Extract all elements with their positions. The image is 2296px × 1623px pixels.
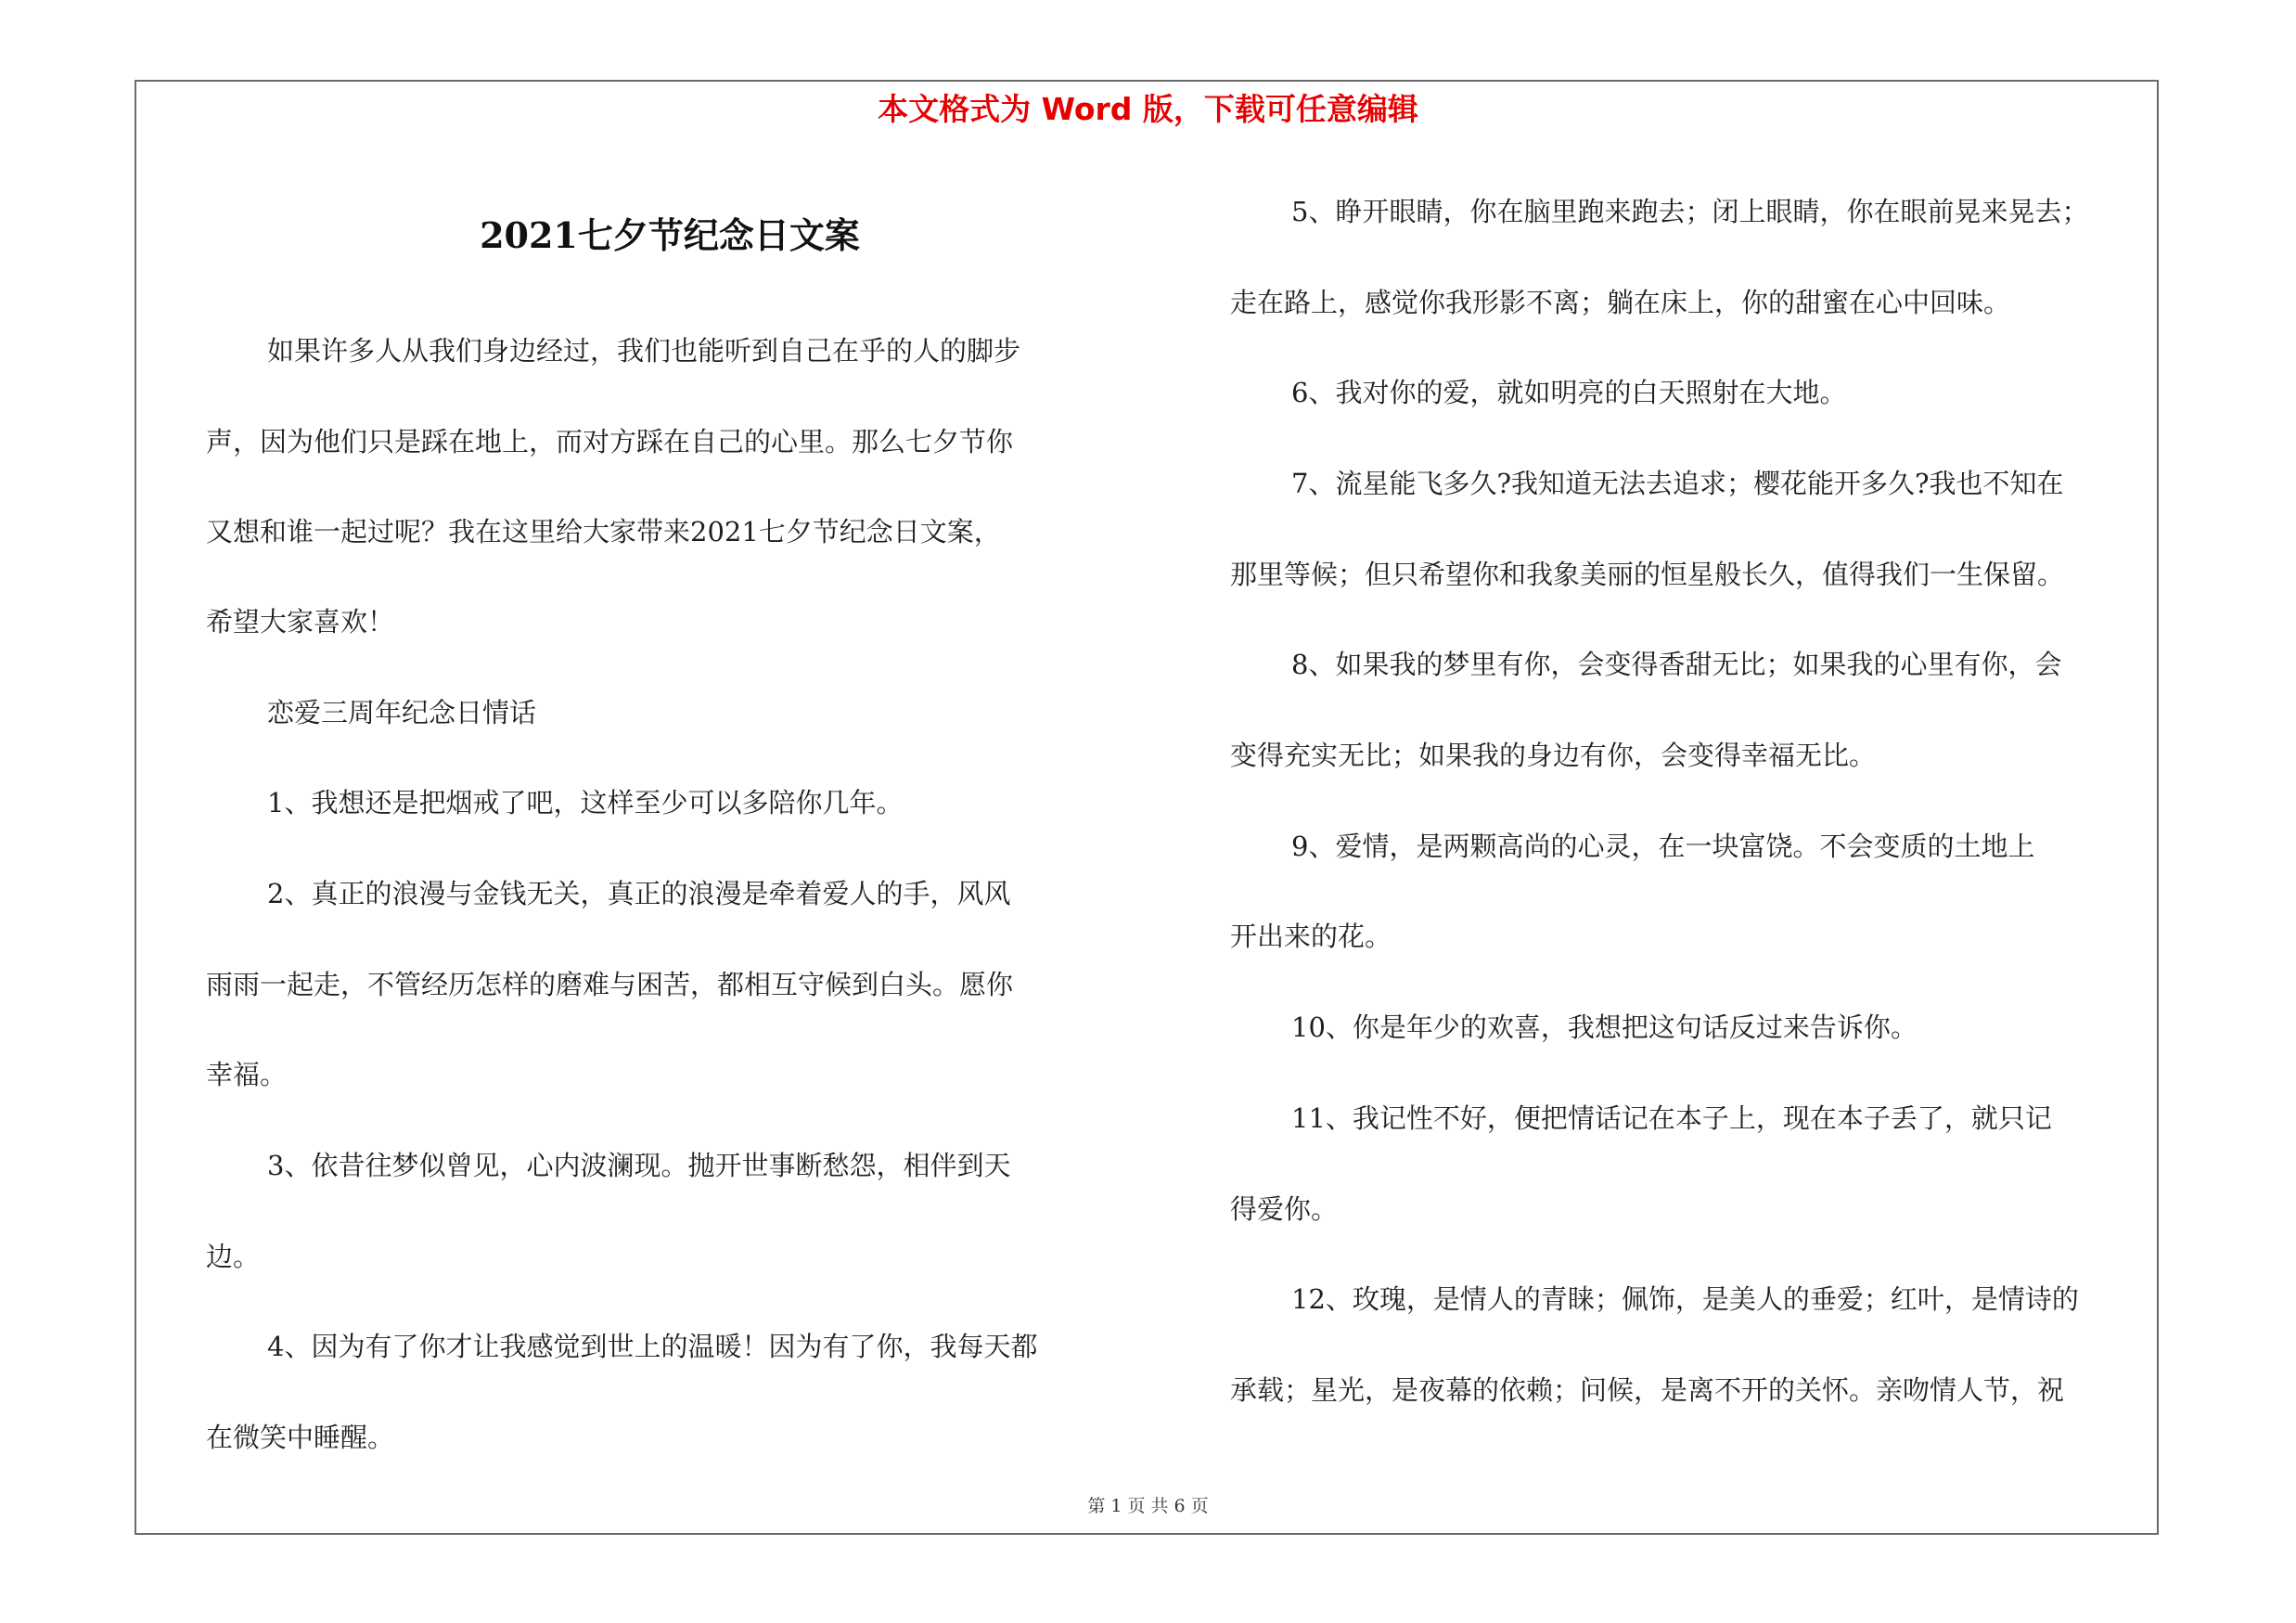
paragraph-line: 4、因为有了你才让我感觉到世上的温暖！因为有了你，我每天都 bbox=[267, 1331, 1038, 1362]
paragraph-line: 如果许多人从我们身边经过，我们也能听到自己在乎的人的脚步 bbox=[267, 335, 1021, 367]
paragraph-line: 边。 bbox=[206, 1241, 261, 1272]
paragraph-line: 7、流星能飞多久?我知道无法去追求；樱花能开多久?我也不知在 bbox=[1291, 468, 2064, 499]
paragraph-line: 8、如果我的梦里有你，会变得香甜无比；如果我的心里有你，会 bbox=[1291, 649, 2062, 680]
paragraph-line: 5、睁开眼睛，你在脑里跑来跑去；闭上眼睛，你在眼前晃来晃去； bbox=[1291, 196, 2089, 227]
format-notice-banner: 本文格式为 Word 版，下载可任意编辑 bbox=[878, 91, 1418, 127]
paragraph-line: 9、爱情，是两颗高尚的心灵，在一块富饶。不会变质的土地上 bbox=[1291, 831, 2035, 862]
section-heading: 恋爱三周年纪念日情话 bbox=[267, 697, 537, 728]
paragraph-line: 2、真正的浪漫与金钱无关，真正的浪漫是牵着爱人的手，风风 bbox=[267, 878, 1011, 909]
paragraph-line: 又想和谁一起过呢？我在这里给大家带来2021七夕节纪念日文案， bbox=[206, 516, 1001, 547]
paragraph-line: 变得充实无比；如果我的身边有你，会变得幸福无比。 bbox=[1230, 740, 1877, 771]
paragraph-line: 6、我对你的爱，就如明亮的白天照射在大地。 bbox=[1291, 377, 1847, 408]
paragraph-line: 那里等候；但只希望你和我象美丽的恒星般长久，值得我们一生保留。 bbox=[1230, 559, 2065, 590]
paragraph-line: 开出来的花。 bbox=[1230, 921, 1392, 952]
page-number-footer: 第 1 页 共 6 页 bbox=[1087, 1496, 1209, 1516]
paragraph-line: 10、你是年少的欢喜，我想把这句话反过来告诉你。 bbox=[1291, 1011, 1918, 1043]
paragraph-line: 得爱你。 bbox=[1230, 1193, 1339, 1225]
paragraph-line: 承载；星光，是夜幕的依赖；问候，是离不开的关怀。亲吻情人节，祝 bbox=[1230, 1374, 2065, 1406]
paragraph-line: 12、玫瑰，是情人的青睐；佩饰，是美人的垂爱；红叶，是情诗的 bbox=[1291, 1283, 2079, 1315]
paragraph-line: 走在路上，感觉你我形影不离；躺在床上，你的甜蜜在心中回味。 bbox=[1230, 287, 2011, 318]
paragraph-line: 在微笑中睡醒。 bbox=[206, 1422, 395, 1453]
paragraph-line: 3、依昔往梦似曾见，心内波澜现。抛开世事断愁怨，相伴到天 bbox=[267, 1150, 1011, 1181]
paragraph-line: 雨雨一起走，不管经历怎样的磨难与困苦，都相互守候到白头。愿你 bbox=[206, 969, 1014, 1000]
paragraph-line: 希望大家喜欢！ bbox=[206, 606, 395, 638]
paragraph-line: 1、我想还是把烟戒了吧，这样至少可以多陪你几年。 bbox=[267, 787, 904, 818]
paragraph-line: 声，因为他们只是踩在地上，而对方踩在自己的心里。那么七夕节你 bbox=[206, 426, 1014, 457]
document-title: 2021七夕节纪念日文案 bbox=[480, 214, 860, 256]
paragraph-line: 11、我记性不好，便把情话记在本子上，现在本子丢了，就只记 bbox=[1291, 1102, 2052, 1134]
paragraph-line: 幸福。 bbox=[206, 1059, 288, 1090]
